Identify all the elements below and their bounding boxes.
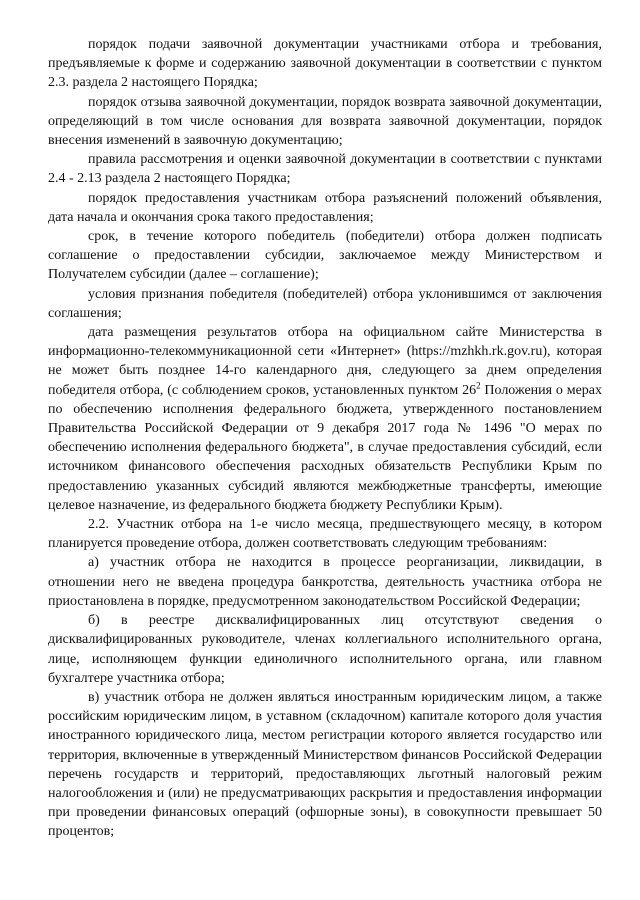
results-text-before-footnote: дата размещения результатов отбора на официальном сайте Министерства в информационно-телекоммуникационной сети «Интернет» (https://mzhkh.rk.gov.ru), которая не может быть позднее 14-го календарного дня, следующего за днем определения победителя отбора, (с соблюдением сроков, установленных пунктом 26 bbox=[48, 325, 602, 398]
paragraph-requirement-c: в) участник отбора не должен являться иностранным юридическим лицом, а также российским юридическим лицом, в уставном (складочном) капитале которого доля участия иностранного юридического лица, местом регистрации которого является государство или территория, включенные в утвержденный Министерством финансов Российской Федерации перечень государств и территорий, предоставляющих льготный налоговый режим налогообложения и (или) не предусматривающих раскрытия и предоставления информации при проведении финансовых операций (офшорные зоны), в совокупности превышает 50 процентов; bbox=[48, 689, 602, 840]
paragraph-requirement-b: б) в реестре дисквалифицированных лиц отсутствуют сведения о дисквалифицированных руководителе, членах коллегиального исполнительного органа, лице, исполняющем функции единоличного исполнительного органа, или главном бухгалтере участника отбора; bbox=[48, 613, 602, 686]
results-text-after-footnote: Положения о мерах по обеспечению исполнения федерального бюджета, утвержденного постановлением Правительства Российской Федерации от 9 декабря 2017 года № 1496 "О мерах по обеспечению исполнения федерального бюджета", в случае предоставления субсидий, если источником финансового обеспечения расходных обязательств Республики Крым по предоставлению указанных субсидий являются межбюджетные трансферты, имеющие целевое назначение, из федерального бюджета бюджету Республики Крым). bbox=[48, 382, 602, 513]
paragraph-withdrawal-procedure: порядок отзыва заявочной документации, порядок возврата заявочной документации, определяющий в том числе основания для возврата заявочной документации, порядок внесения изменений в заявочную документацию; bbox=[48, 94, 602, 149]
paragraph-requirement-a: а) участник отбора не находится в процессе реорганизации, ликвидации, в отношении него не введена процедура банкротства, деятельность участника отбора не приостановлена в порядке, предусмотренном законодательством Российской Федерации; bbox=[48, 555, 602, 609]
paragraph-clarification-procedure: порядок предоставления участникам отбора разъяснений положений объявления, дата начала и окончания срока такого предоставления; bbox=[48, 190, 602, 225]
paragraph-agreement-deadline: срок, в течение которого победитель (победители) отбора должен подписать соглашение о предоставлении субсидии, заключаемое между Министерством и Получателем субсидии (далее – соглашение); bbox=[48, 229, 602, 283]
paragraph-review-rules: правила рассмотрения и оценки заявочной документации в соответствии с пунктами 2.4 - 2.13 раздела 2 настоящего Порядка; bbox=[48, 152, 602, 187]
paragraph-results-publication bbox=[48, 323, 602, 515]
superscript-number: 2 bbox=[476, 380, 481, 390]
paragraph-submission-procedure: порядок подачи заявочной документации участниками отбора и требования, предъявляемые к форме и содержанию заявочной документации в соответствии с пунктом 2.3. раздела 2 настоящего Порядка; bbox=[48, 37, 602, 91]
paragraph-section-2-2: 2.2. Участник отбора на 1-е число месяца, предшествующего месяцу, в котором планируется проведение отбора, должен соответствовать следующим требованиям: bbox=[48, 517, 602, 552]
paragraph-evasion-conditions: условия признания победителя (победителей) отбора уклонившимся от заключения соглашения; bbox=[48, 286, 602, 321]
